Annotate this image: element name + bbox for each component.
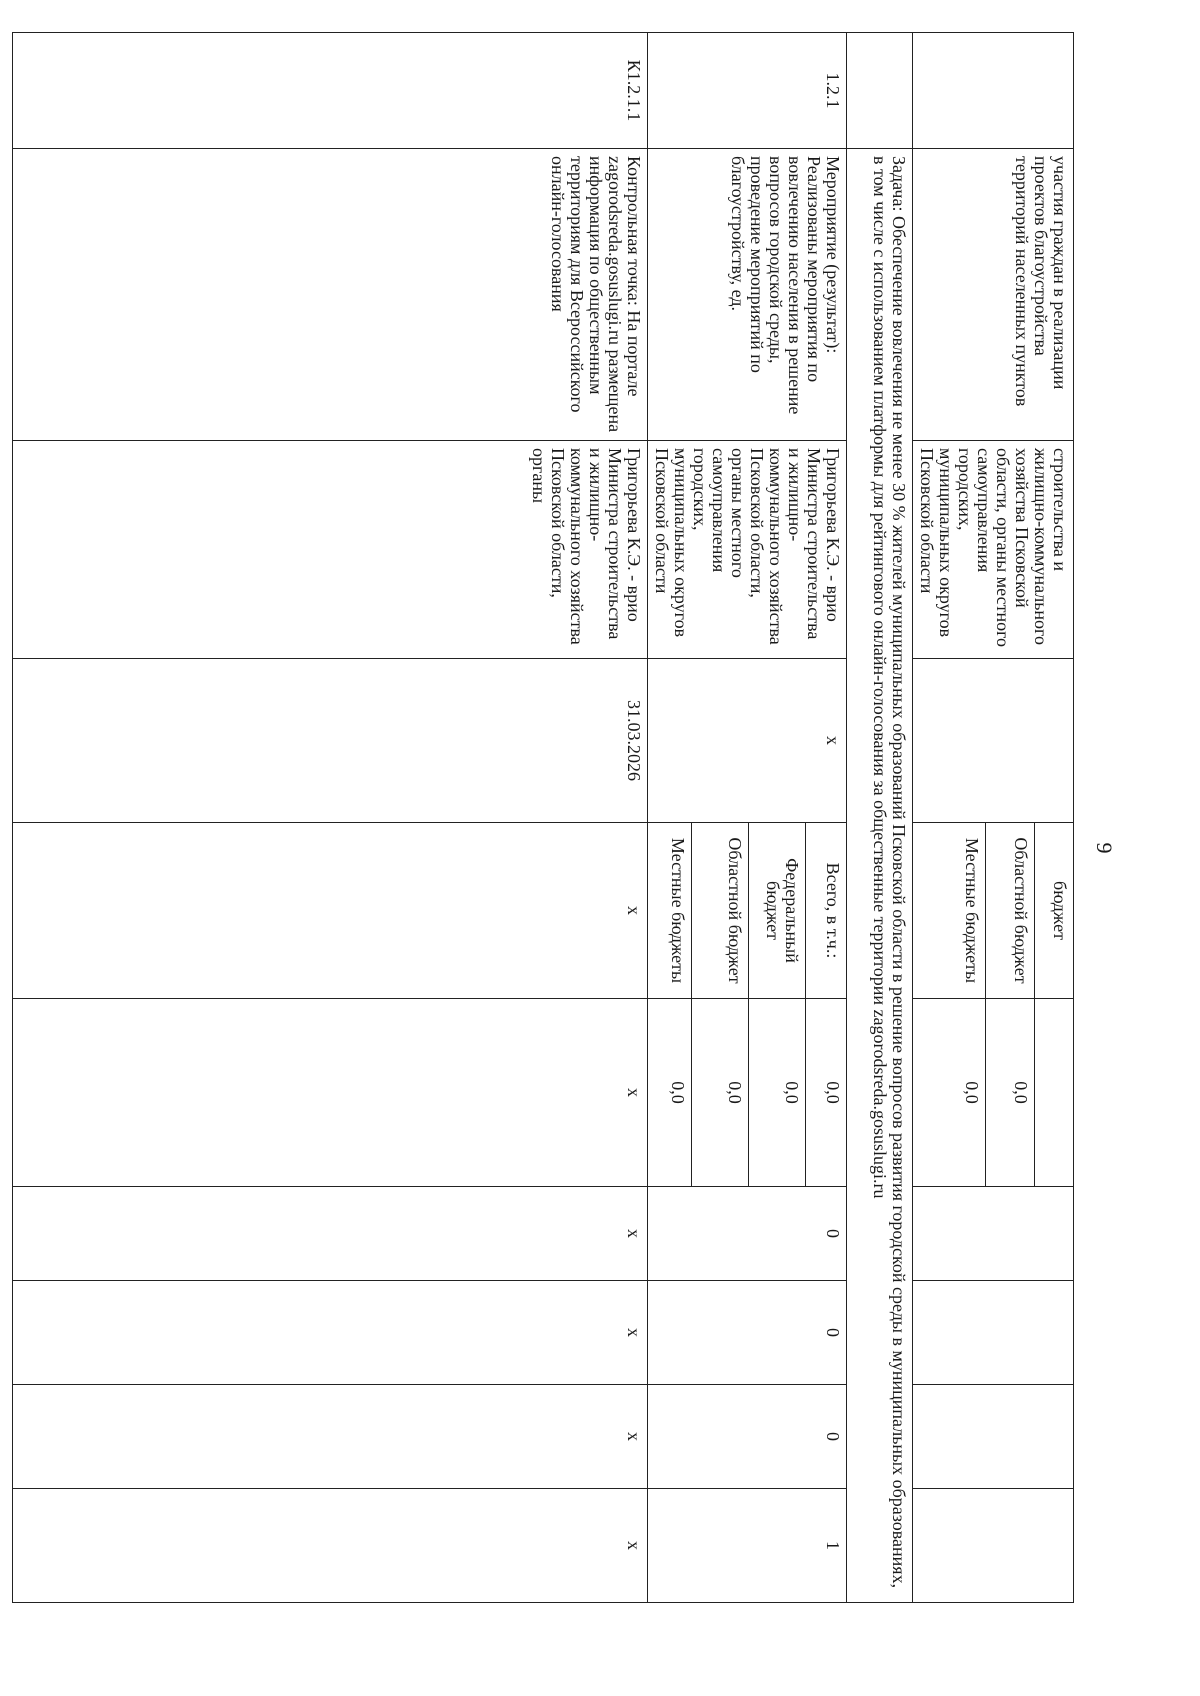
cell-value: x [13, 1281, 648, 1385]
cell-source: x [13, 823, 648, 999]
cell-value-empty [913, 1489, 1074, 1603]
cell-value-empty [913, 1187, 1074, 1281]
page-number: 9 [1092, 842, 1117, 854]
cell-value-empty [913, 1385, 1074, 1489]
source-item: Всего, в т.ч.: [823, 862, 843, 959]
cell-number: 1.2.1 [648, 33, 847, 149]
cell-responsible: Григорьева К.Э. - врио Министра строительства и жилищно-коммунального хозяйства Псковской области, органы [13, 441, 648, 659]
cell-value: 0 [648, 1385, 847, 1489]
cell-amount: x [13, 999, 648, 1187]
cell-amounts [913, 999, 1074, 1187]
cell-deadline: 31.03.2026 [13, 659, 648, 823]
cell-sources [913, 823, 1074, 999]
cell-responsible: строительства и жилищно-коммунального хозяйства Псковской области, органы местного самоуправления городских, муниципальных округов Псковской области [913, 441, 1074, 659]
table-row-task [847, 33, 913, 1603]
source-item: Областной бюджет [986, 823, 1035, 998]
source-item: Федеральный бюджет [749, 823, 806, 998]
amount-item: 0,0 [986, 999, 1035, 1186]
cell-amounts [648, 999, 847, 1187]
cell-value-empty [913, 1281, 1074, 1385]
cell-name: участия граждан в реализации проектов благоустройства территорий населенных пунктов [913, 149, 1074, 441]
cell-value: 1 [648, 1489, 847, 1603]
table-row-carryover [913, 33, 1074, 1603]
cell-sources [648, 823, 847, 999]
amount-item: 0,0 [823, 1081, 843, 1104]
cell-value: 0 [648, 1187, 847, 1281]
amount-item: 0,0 [664, 999, 692, 1186]
cell-value: x [13, 1385, 648, 1489]
task-text: Задача: Обеспечение вовлечения не менее 30 % жителей муниципальных образований Псковской области в решение вопросов развития городской среды в муниципальных образованиях, в том числе с использованием платформы для рейтингового онлайн-голосования за общественные территории zagorodsreda.gosuslugi.ru [847, 149, 913, 1603]
amount-item: 0,0 [749, 999, 806, 1186]
cell-name: Контрольная точка: На портале zagorodsreda.gosuslugi.ru размещена информация по общественным территориям для Всероссийского онлайн-голосования [13, 149, 648, 441]
cell-deadline-empty [913, 659, 1074, 823]
cell-value: x [13, 1187, 648, 1281]
source-item: Местные бюджеты [664, 823, 692, 998]
cell-responsible: Григорьева К.Э. - врио Министра строительства и жилищно-коммунального хозяйства Псковской области, органы местного самоуправления городских, муниципальных округов Псковской области [648, 441, 847, 659]
cell-value: 0 [648, 1281, 847, 1385]
source-item: Областной бюджет [692, 823, 749, 998]
cell-number-empty [913, 33, 1074, 149]
cell-value: x [13, 1489, 648, 1603]
cell-name: Мероприятие (результат): Реализованы мероприятия по вовлечению населения в решение вопросов городской среды, проведение мероприятий по благоустройству, ед. [648, 149, 847, 441]
source-item: Местные бюджеты [958, 823, 986, 998]
cell-task-spacer [847, 33, 913, 149]
table-row-event [648, 33, 847, 1603]
plan-table [12, 32, 1074, 1603]
amount-item: 0,0 [958, 999, 986, 1186]
table-row-checkpoint [13, 33, 648, 1603]
cell-deadline: x [648, 659, 847, 823]
amount-item [1035, 999, 1073, 1186]
cell-number: К1.2.1.1 [13, 33, 648, 149]
amount-item: 0,0 [692, 999, 749, 1186]
rotated-table-container [12, 32, 1074, 1602]
source-item: бюджет [1050, 881, 1070, 940]
